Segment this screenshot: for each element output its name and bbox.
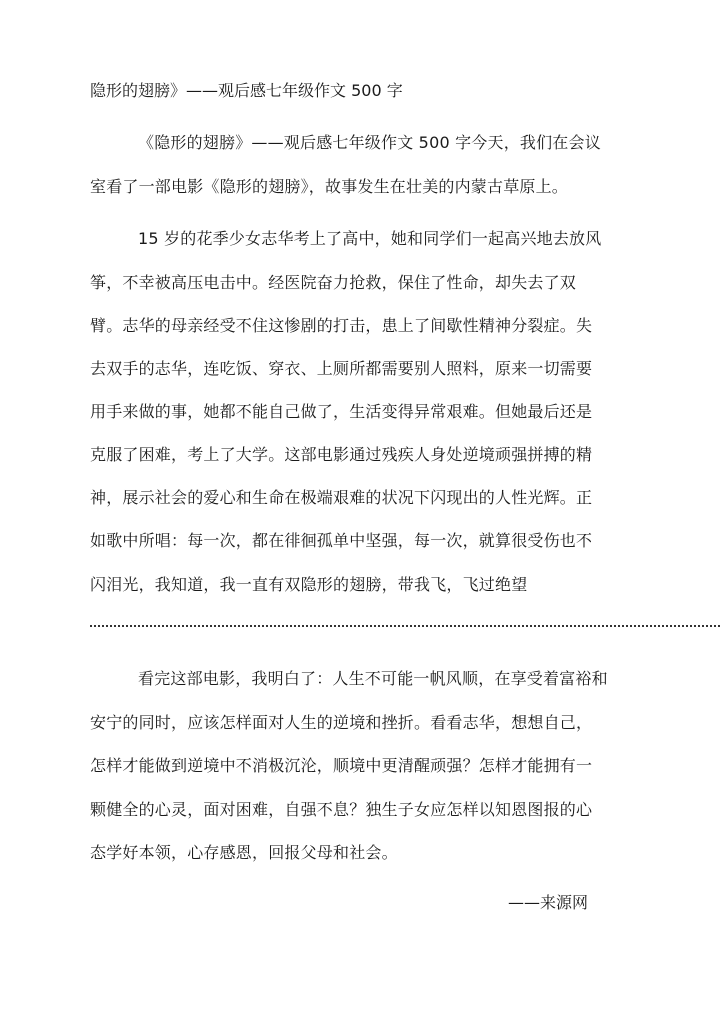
paragraph-2-line-5: 用手来做的事，她都不能自己做了，生活变得异常艰难。但她最后还是 — [90, 402, 593, 421]
paragraph-1-line-2: 室看了一部电影《隐形的翅膀》，故事发生在壮美的内蒙古草原上。 — [90, 177, 569, 196]
paragraph-1-line-1: 《隐形的翅膀》——观后感七年级作文 500 字今天，我们在会议 — [138, 133, 601, 152]
paragraph-2-line-7: 神，展示社会的爱心和生命在极端艰难的状况下闪现出的人性光辉。正 — [90, 488, 593, 507]
paragraph-2-line-9: 闪泪光，我知道，我一直有双隐形的翅膀，带我飞，飞过绝望 — [90, 575, 528, 594]
source-attribution: ——来源网 — [508, 893, 589, 912]
paragraph-3-line-2: 安宁的同时，应该怎样面对人生的逆境和挫折。看看志华，想想自己， — [90, 713, 593, 732]
document-title: 隐形的翅膀》——观后感七年级作文 500 字 — [90, 81, 403, 100]
dotted-divider — [90, 625, 720, 627]
paragraph-2-line-3: 臂。志华的母亲经受不住这惨剧的打击，患上了间歇性精神分裂症。失 — [90, 316, 593, 335]
paragraph-2-line-8: 如歌中所唱：每一次，都在徘徊孤单中坚强，每一次，就算很受伤也不 — [90, 531, 593, 550]
paragraph-2-line-1: 15 岁的花季少女志华考上了高中，她和同学们一起高兴地去放风 — [138, 229, 602, 248]
paragraph-2-line-6: 克服了困难，考上了大学。这部电影通过残疾人身处逆境顽强拼搏的精 — [90, 445, 593, 464]
paragraph-2-line-4: 去双手的志华，连吃饭、穿衣、上厕所都需要别人照料，原来一切需要 — [90, 359, 593, 378]
paragraph-2-line-2: 筝，不幸被高压电击中。经医院奋力抢救，保住了性命，却失去了双 — [90, 273, 577, 292]
paragraph-3-line-1: 看完这部电影，我明白了：人生不可能一帆风顺，在享受着富裕和 — [138, 669, 608, 688]
paragraph-3-line-3: 怎样才能做到逆境中不消极沉沦，顺境中更清醒顽强？怎样才能拥有一 — [90, 756, 593, 775]
paragraph-3-line-4: 颗健全的心灵，面对困难，自强不息？独生子女应怎样以知恩图报的心 — [90, 800, 593, 819]
paragraph-3-line-5: 态学好本领，心存感恩，回报父母和社会。 — [90, 843, 398, 862]
